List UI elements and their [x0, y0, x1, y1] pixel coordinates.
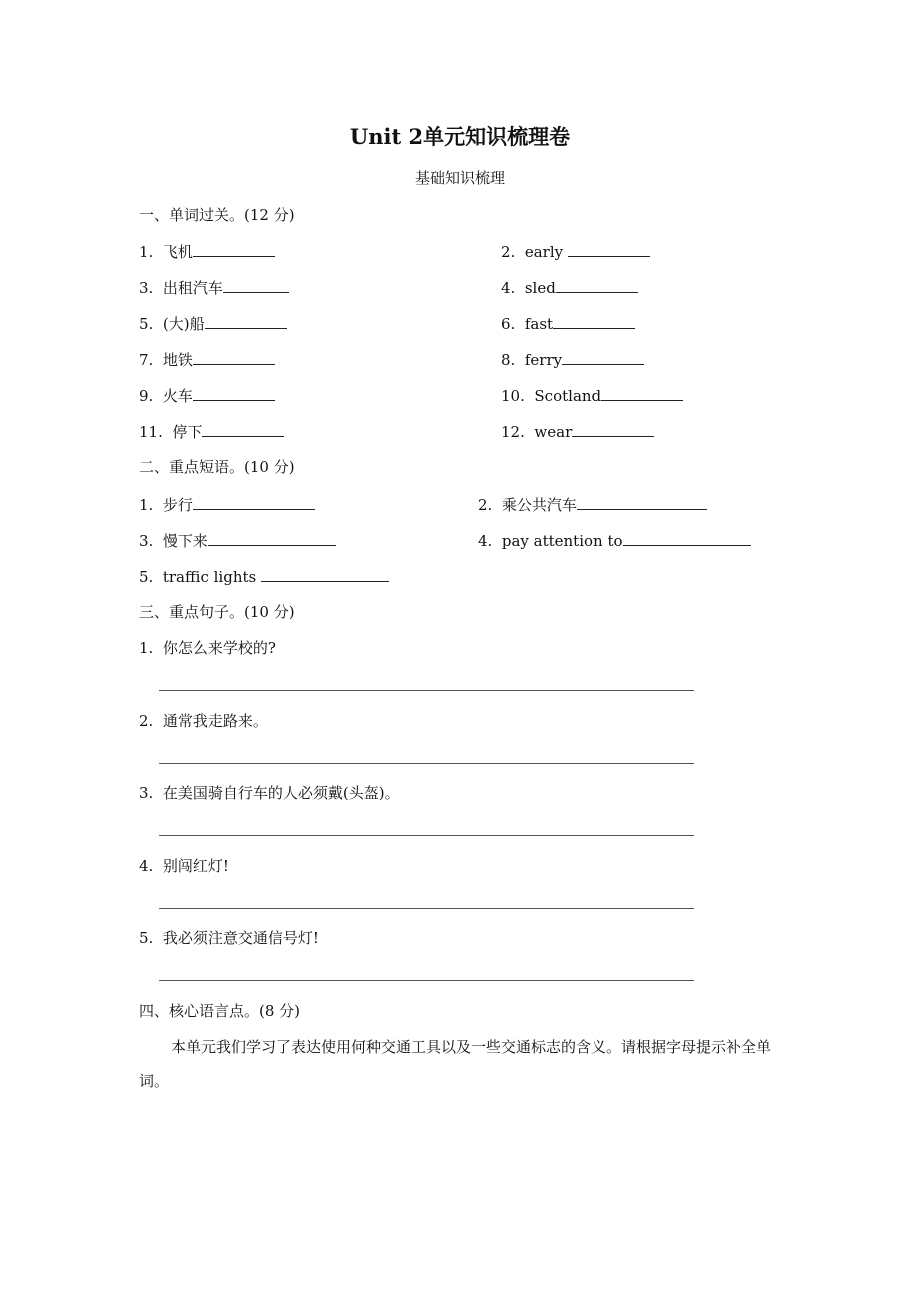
answer-blank[interactable] [205, 313, 287, 329]
vocab-item-10: 10. Scotland [501, 385, 683, 406]
sentence-item-2: 2. 通常我走路来。 [139, 712, 268, 730]
answer-blank[interactable] [208, 530, 336, 546]
answer-blank[interactable] [193, 241, 275, 257]
answer-blank[interactable] [568, 241, 650, 257]
sentence-item-5: 5. 我必须注意交通信号灯! [139, 929, 319, 947]
vocab-item-6: 6. fast [501, 313, 635, 334]
answer-blank[interactable] [193, 494, 315, 510]
vocab-item-8: 8. ferry [501, 349, 644, 370]
phrase-item-4: 4. pay attention to [478, 530, 751, 551]
answer-blank[interactable] [553, 313, 635, 329]
answer-blank[interactable] [572, 421, 654, 437]
answer-line-3[interactable] [159, 835, 694, 836]
answer-blank[interactable] [556, 277, 638, 293]
answer-blank[interactable] [223, 277, 289, 293]
vocab-item-11: 11. 停下 [139, 421, 284, 442]
answer-blank[interactable] [577, 494, 707, 510]
section-4-heading: 四、核心语言点。(8 分) [139, 1002, 301, 1020]
vocab-item-4: 4. sled [501, 277, 638, 298]
answer-blank[interactable] [261, 566, 389, 582]
sentence-item-1: 1. 你怎么来学校的? [139, 639, 276, 657]
sentence-item-4: 4. 别闯红灯! [139, 857, 229, 875]
answer-blank[interactable] [202, 421, 284, 437]
phrase-item-1: 1. 步行 [139, 494, 315, 515]
sentence-item-3: 3. 在美国骑自行车的人必须戴(头盔)。 [139, 784, 400, 802]
answer-line-4[interactable] [159, 908, 694, 909]
answer-line-1[interactable] [159, 690, 694, 691]
answer-line-5[interactable] [159, 980, 694, 981]
answer-blank[interactable] [562, 349, 644, 365]
vocab-item-5: 5. (大)船 [139, 313, 287, 334]
phrase-item-5: 5. traffic lights [139, 566, 389, 587]
vocab-item-3: 3. 出租汽车 [139, 277, 289, 298]
page-title: Unit 2单元知识梳理卷 [349, 124, 571, 149]
answer-blank[interactable] [601, 385, 683, 401]
vocab-item-7: 7. 地铁 [139, 349, 275, 370]
answer-blank[interactable] [623, 530, 751, 546]
phrase-item-3: 3. 慢下来 [139, 530, 336, 551]
section-4-instructions: 本单元我们学习了表达使用何种交通工具以及一些交通标志的含义。请根据字母提示补全单词。 [139, 1038, 772, 1090]
vocab-item-12: 12. wear [501, 421, 654, 442]
vocab-item-1: 1. 飞机 [139, 241, 275, 262]
section-2-heading: 二、重点短语。(10 分) [139, 458, 295, 476]
section-1-heading: 一、单词过关。(12 分) [139, 206, 295, 224]
vocab-item-9: 9. 火车 [139, 385, 275, 406]
answer-line-2[interactable] [159, 763, 694, 764]
page-subtitle: 基础知识梳理 [414, 169, 505, 187]
phrase-item-2: 2. 乘公共汽车 [478, 494, 707, 515]
vocab-item-2: 2. early [501, 241, 650, 262]
answer-blank[interactable] [193, 349, 275, 365]
section-3-heading: 三、重点句子。(10 分) [139, 603, 295, 621]
answer-blank[interactable] [193, 385, 275, 401]
